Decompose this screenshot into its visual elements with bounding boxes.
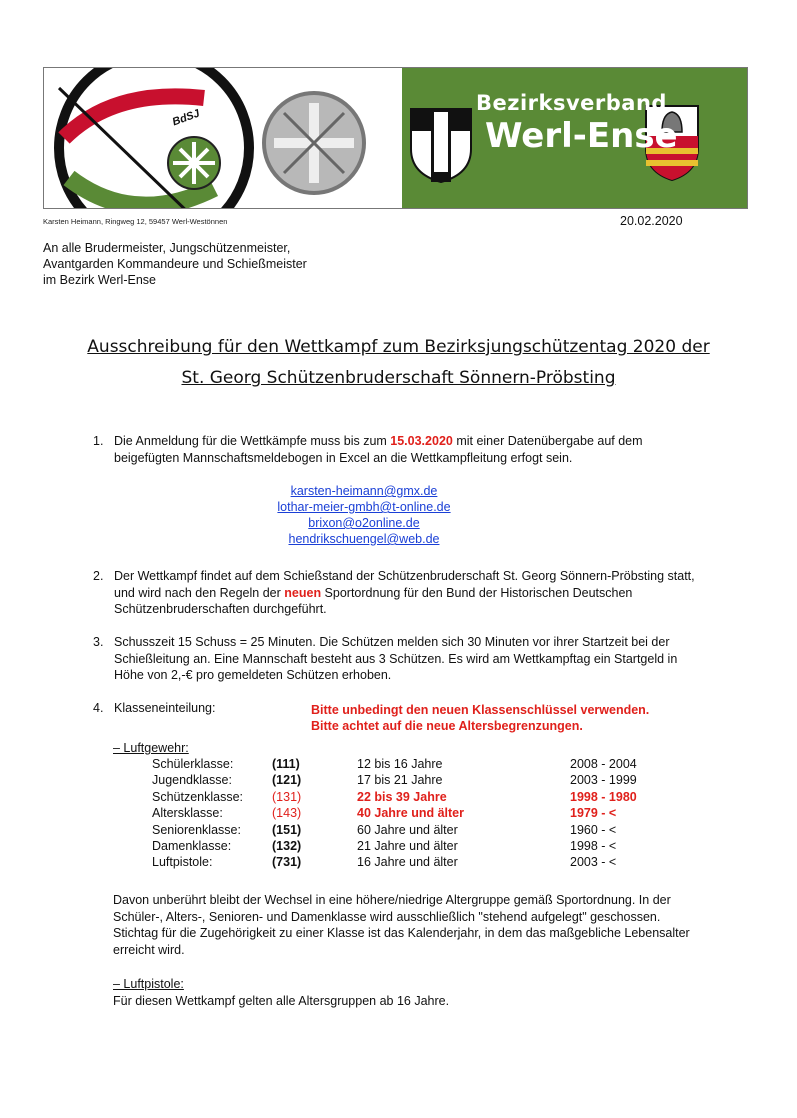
werl-coat-of-arms-icon	[406, 104, 476, 184]
text-line: Schüler-, Alters-, Senioren- und Damenklasse wird ausschließlich "stehend aufgelegt" geschossen.	[113, 909, 661, 924]
notice-line1: Bitte unbedingt den neuen Klassenschlüssel verwenden.	[311, 703, 650, 717]
highlight-new: neuen	[284, 585, 322, 600]
class-name-cell: Luftpistole:	[152, 855, 213, 870]
email-link[interactable]: karsten-heimann@gmx.de	[290, 484, 438, 498]
table-row	[0, 839, 797, 855]
text-span: Die Anmeldung für die Wettkämpfe muss bis zum	[114, 434, 391, 448]
table-row	[0, 855, 797, 871]
sender-address: Karsten Heimann, Ringweg 12, 59457 Werl-Westönnen	[43, 217, 228, 226]
text-span: und wird nach den Regeln der	[114, 585, 285, 600]
text-line: erreicht wird.	[113, 942, 185, 957]
luftpistole-heading: – Luftpistole:	[113, 977, 184, 991]
text-span: mit einer Datenübergabe auf dem	[452, 434, 643, 448]
class-years-cell: 1960 - <	[570, 822, 617, 837]
email-list	[214, 483, 514, 547]
class-age-cell: 60 Jahre und älter	[357, 822, 458, 837]
class-age-cell: 16 Jahre und älter	[357, 855, 458, 870]
class-label: Klasseneinteilung:	[114, 701, 216, 715]
class-name-cell: Altersklasse:	[152, 806, 223, 821]
text-line: Davon unberührt bleibt der Wechsel in eine höhere/niedrige Altergruppe gemäß Sportordnung. In der	[113, 893, 671, 907]
letterhead-banner	[43, 67, 748, 209]
recipient-line: Avantgarden Kommandeure und Schießmeister	[43, 257, 307, 271]
list-number: 3.	[93, 635, 104, 649]
class-code-cell: (143)	[272, 806, 302, 821]
class-years-cell: 1979 - <	[570, 806, 617, 821]
class-age-cell: 12 bis 16 Jahre	[357, 757, 443, 771]
table-row	[0, 790, 797, 806]
class-code-cell: (131)	[272, 789, 302, 804]
class-name-cell: Jugendklasse:	[152, 773, 232, 788]
list-item-2	[93, 568, 733, 618]
recipient-line: im Bezirk Werl-Ense	[43, 273, 156, 287]
banner-title-line2: Werl-Ense	[485, 116, 678, 156]
deadline-date: 15.03.2020	[390, 434, 453, 448]
class-age-cell: 22 bis 39 Jahre	[357, 789, 447, 804]
class-name-cell: Schülerklasse:	[152, 757, 234, 771]
table-row	[0, 823, 797, 839]
email-link[interactable]: brixon@o2online.de	[308, 516, 420, 530]
list-item-1	[93, 433, 733, 467]
recipient-block	[43, 240, 307, 288]
email-link[interactable]: hendrikschuengel@web.de	[288, 532, 440, 546]
bdsj-logo-text: BdSJ	[170, 107, 202, 129]
list-item-text	[114, 433, 714, 466]
class-years-cell: 1998 - 1980	[570, 789, 637, 804]
list-number: 2.	[93, 569, 104, 583]
remarks-paragraph	[113, 892, 733, 958]
class-code-cell: (111)	[272, 757, 300, 771]
class-age-cell: 21 Jahre und älter	[357, 839, 458, 853]
text-line: Schießleitung an. Eine Mannschaft besteht aus 3 Schützen. Es wird am Wettkampftag ein Startgeld in	[114, 651, 678, 666]
list-item-4	[93, 700, 733, 734]
classes-table	[0, 757, 797, 877]
class-years-cell: 2003 - <	[570, 855, 617, 870]
class-code-cell: (151)	[272, 822, 302, 837]
table-row	[0, 757, 797, 773]
class-name-cell: Schützenklasse:	[152, 789, 244, 804]
list-item-3	[93, 634, 733, 684]
text-line: Schusszeit 15 Schuss = 25 Minuten. Die Schützen melden sich 30 Minuten vor ihrer Startzeit bei der	[114, 635, 670, 649]
text-line: beigefügten Mannschaftsmeldebogen in Excel an die Wettkampfleitung erfogt sein.	[114, 450, 573, 465]
text-line: Schützenbruderschaften durchgeführt.	[114, 602, 327, 616]
document-heading-line1: Ausschreibung für den Wettkampf zum Bezirksjungschützentag 2020 der	[87, 337, 710, 357]
letter-date: 20.02.2020	[620, 214, 683, 228]
notice-line2: Bitte achtet auf die neue Altersbegrenzungen.	[311, 719, 583, 733]
recipient-line: An alle Brudermeister, Jungschützenmeister,	[43, 241, 291, 255]
class-code-cell: (132)	[272, 839, 302, 853]
class-age-cell: 17 bis 21 Jahre	[357, 773, 443, 788]
luftgewehr-heading: – Luftgewehr:	[113, 741, 189, 755]
text-line: Stichtag für die Zugehörigkeit zu einer Klasse ist das Kalenderjahr, in dem das maßgebliche Lebensalter	[113, 926, 690, 940]
class-code-cell: (731)	[272, 855, 302, 870]
text-line: Höhe von 2,-€ pro gemeldeten Schützen erhoben.	[114, 668, 392, 682]
list-item-text	[114, 568, 754, 618]
bdsj-logo	[44, 68, 404, 208]
class-years-cell: 2003 - 1999	[570, 773, 637, 788]
class-age-cell: 40 Jahre und älter	[357, 806, 464, 821]
class-years-cell: 2008 - 2004	[570, 757, 637, 771]
list-number: 1.	[93, 434, 104, 448]
class-code-cell: (121)	[272, 773, 302, 788]
list-item-text	[114, 634, 754, 684]
class-years-cell: 1998 - <	[570, 839, 617, 853]
text-line: Der Wettkampf findet auf dem Schießstand der Schützenbruderschaft St. Georg Sönnern-Pröbsting statt,	[114, 569, 695, 583]
table-row	[0, 773, 797, 789]
banner-title-line1: Bezirksverband	[476, 91, 667, 115]
class-name-cell: Damenklasse:	[152, 839, 232, 853]
luftpistole-text: Für diesen Wettkampf gelten alle Altersgruppen ab 16 Jahre.	[113, 994, 450, 1008]
table-row	[0, 806, 797, 822]
document-heading-line2: St. Georg Schützenbruderschaft Sönnern-Pröbsting	[181, 368, 616, 388]
email-link[interactable]: lothar-meier-gmbh@t-online.de	[277, 500, 451, 514]
text-span: Sportordnung für den Bund der Historischen Deutschen	[321, 585, 633, 600]
class-name-cell: Seniorenklasse:	[152, 822, 241, 837]
list-number: 4.	[93, 701, 104, 715]
